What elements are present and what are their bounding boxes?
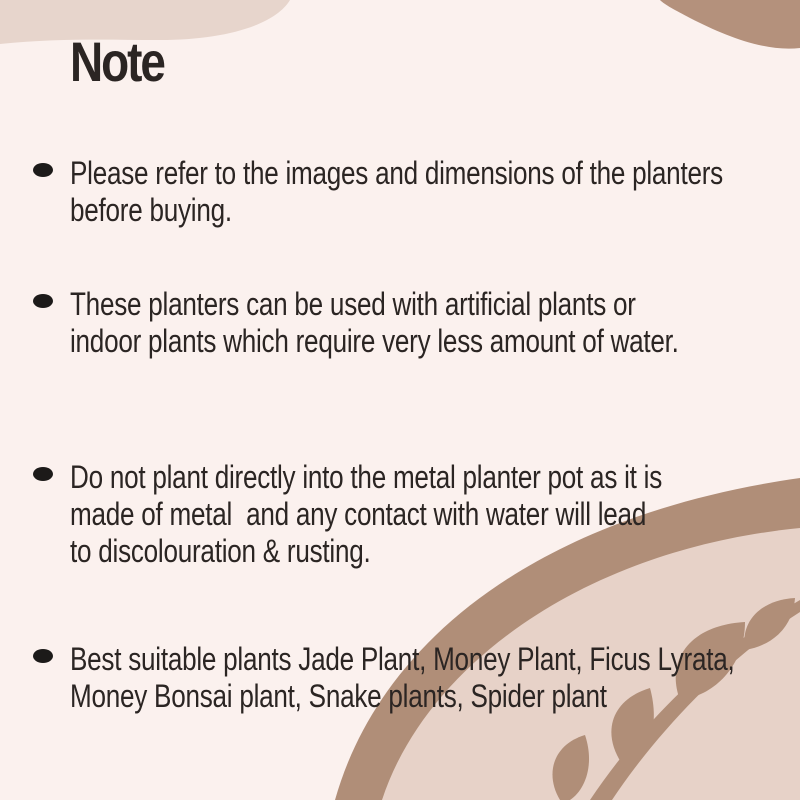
note-text: Best suitable plants Jade Plant, Money Plant, Ficus Lyrata, Money Bonsai plant, Snake plants, Spider plant (70, 641, 735, 714)
bullet-icon (33, 467, 53, 481)
note-text: Do not plant directly into the metal planter pot as it is made of metal and any contact with water will lead to discolouration & rusting. (70, 459, 663, 569)
note-text: These planters can be used with artificial plants or indoor plants which require very less amount of water. (70, 286, 679, 359)
note-text: Please refer to the images and dimensions of the planters before buying. (70, 155, 723, 228)
bullet-icon (33, 163, 53, 177)
bullet-icon (33, 294, 53, 308)
bullet-icon (33, 649, 53, 663)
page-title: Note (70, 30, 164, 93)
